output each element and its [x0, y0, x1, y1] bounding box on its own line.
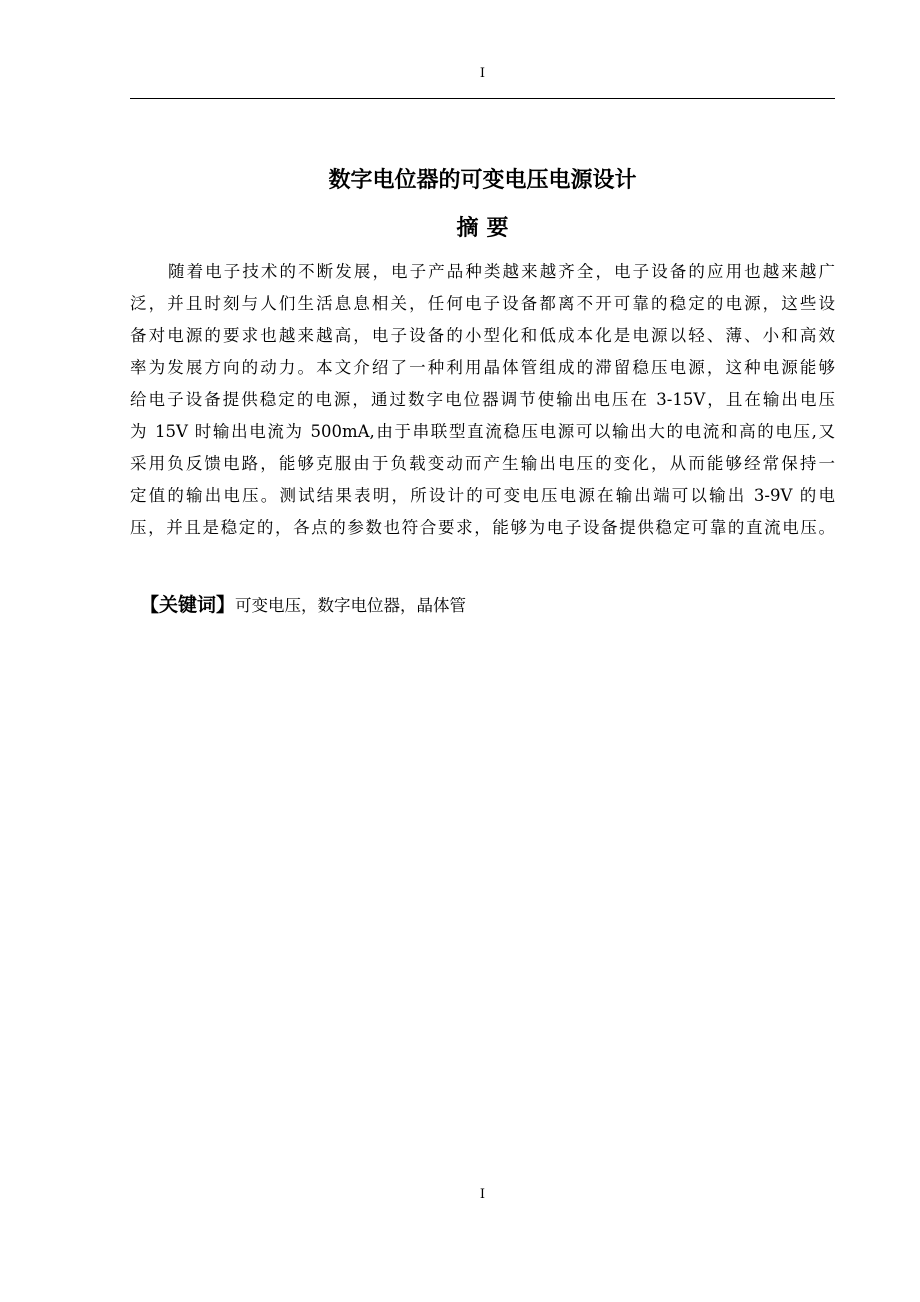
header-page-number: I: [479, 66, 486, 81]
keywords-label: 【关键词】: [140, 594, 236, 616]
abstract-line: 率为发展方向的动力。本文介绍了一种利用晶体管组成的滞留稳压电源，这种电源能够: [130, 358, 835, 377]
footer-page-number: I: [479, 1187, 486, 1202]
abstract-line: 压，并且是稳定的，各点的参数也符合要求，能够为电子设备提供稳定可靠的直流电压。: [130, 518, 835, 537]
abstract-line: 随着电子技术的不断发展，电子产品种类越来越齐全，电子设备的应用也越来越广: [168, 262, 835, 281]
abstract-line: 给电子设备提供稳定的电源，通过数字电位器调节使输出电压在 3-15V，且在输出电压: [130, 390, 835, 409]
keywords-text: 可变电压，数字电位器，晶体管: [235, 596, 467, 615]
abstract-line: 为 15V 时输出电流为 500mA,由于串联型直流稳压电源可以输出大的电流和高的电压,又: [130, 422, 835, 441]
document-title: 数字电位器的可变电压电源设计: [328, 168, 637, 193]
abstract-line: 备对电源的要求也越来越高，电子设备的小型化和低成本化是电源以轻、薄、小和高效: [130, 326, 835, 345]
abstract-body: [130, 256, 835, 544]
abstract-heading: 摘要: [456, 216, 517, 241]
abstract-line: 泛，并且时刻与人们生活息息相关，任何电子设备都离不开可靠的稳定的电源，这些设: [130, 294, 835, 313]
keywords-line: [140, 589, 835, 621]
abstract-line: 采用负反馈电路，能够克服由于负载变动而产生输出电压的变化，从而能够经常保持一: [130, 454, 835, 473]
abstract-line: 定值的输出电压。测试结果表明，所设计的可变电压电源在输出端可以输出 3-9V 的电: [130, 486, 835, 505]
header-rule: [130, 98, 835, 99]
